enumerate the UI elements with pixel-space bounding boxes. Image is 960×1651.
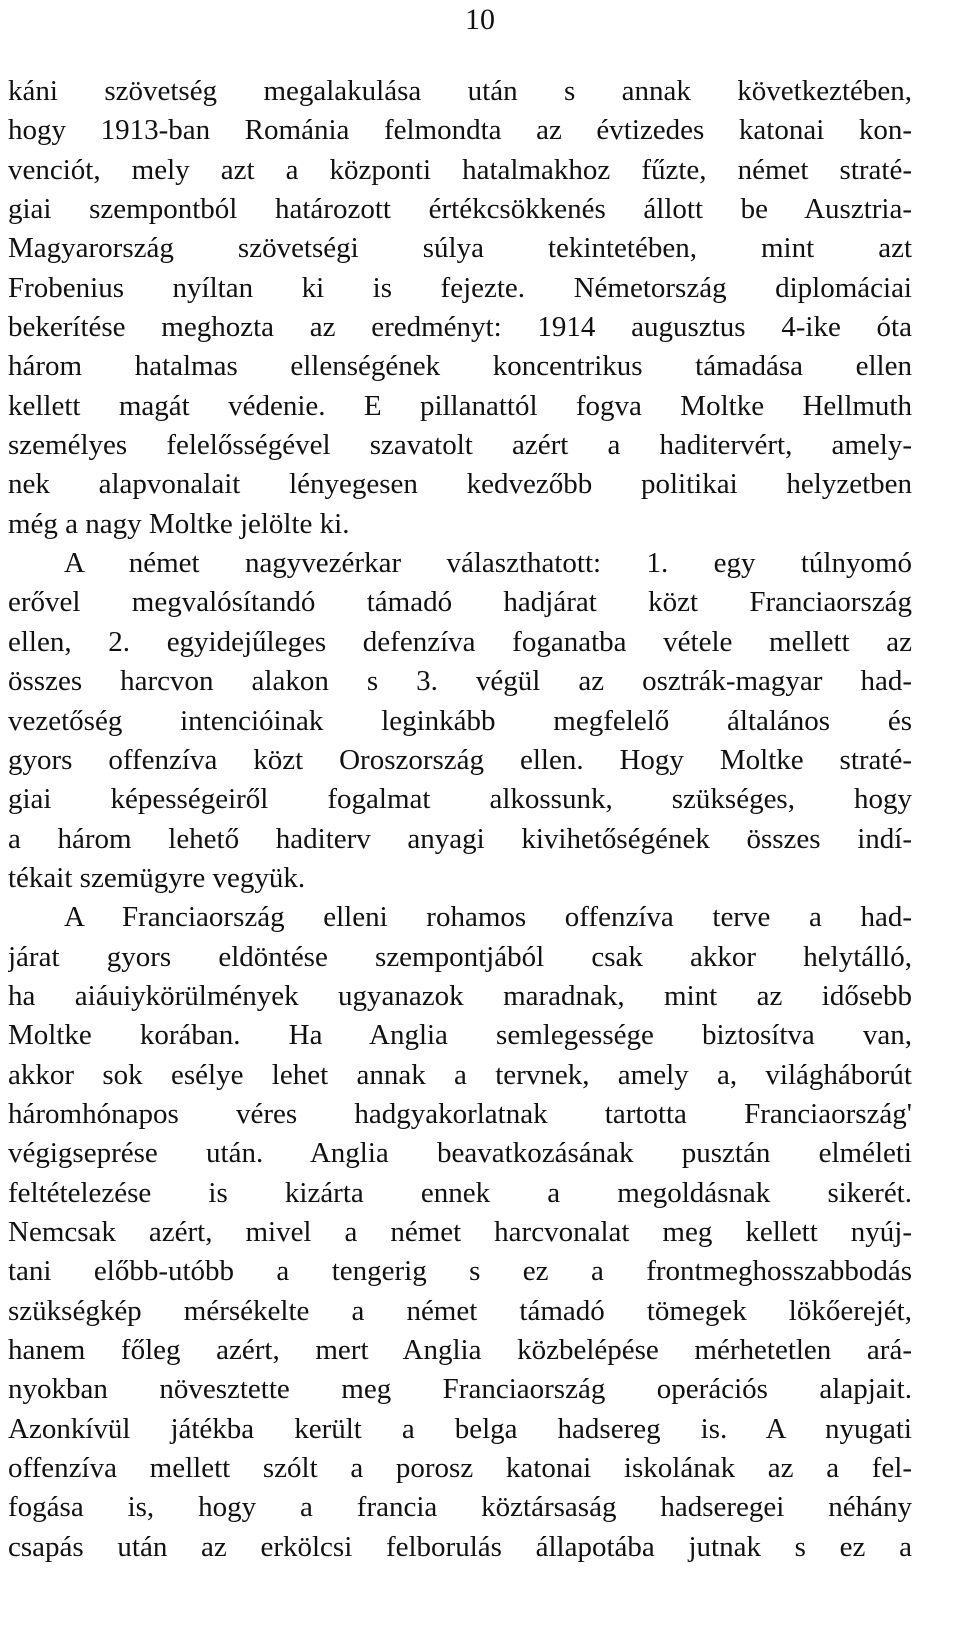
text-line: vezetőség intencióinak leginkább megfelelő általános és <box>8 704 912 737</box>
text-line: nyokban növesztette meg Franciaország operációs alapjait. <box>8 1373 912 1406</box>
text-line: járat gyors eldöntése szempontjából csak akkor helytálló, <box>8 940 912 973</box>
text-line: Azonkívül játékba került a belga hadsereg is. A nyugati <box>8 1412 912 1445</box>
text-line: még a nagy Moltke jelölte ki. <box>8 507 350 540</box>
text-line: feltételezése is kizárta ennek a megoldásnak sikerét. <box>8 1176 912 1209</box>
text-line: személyes felelősségével szavatolt azért a haditervért, amely- <box>8 429 912 462</box>
text-line: A Franciaország elleni rohamos offenzíva terve a had- <box>64 901 912 934</box>
text-line: Frobenius nyíltan ki is fejezte. Németország diplomáciai <box>8 271 912 304</box>
text-line: gyors offenzíva közt Oroszország ellen. Hogy Moltke straté- <box>8 743 912 776</box>
text-line: venciót, mely azt a központi hatalmakhoz fűzte, német straté- <box>8 153 912 186</box>
text-line: káni szövetség megalakulása után s annak következtében, <box>8 75 912 107</box>
text-line: bekerítése meghozta az eredményt: 1914 augusztus 4-ike óta <box>8 311 912 344</box>
text-line: szükségkép mérsékelte a német támadó tömegek lökőerejét, <box>8 1294 912 1327</box>
text-line: ha aiáuiykörülmények ugyanazok maradnak, mint az idősebb <box>8 979 912 1012</box>
text-line: a három lehető haditerv anyagi kivihetőségének összes indí- <box>8 822 912 855</box>
text-line: kellett magát védenie. E pillanattól fogva Moltke Hellmuth <box>8 389 912 422</box>
text-line: tani előbb-utóbb a tengerig s ez a frontmeghosszabbodás <box>8 1255 912 1288</box>
text-line: csapás után az erkölcsi felborulás állapotába jutnak s ez a <box>8 1530 912 1563</box>
text-line: ellen, 2. egyidejűleges defenzíva foganatba vétele mellett az <box>8 625 912 658</box>
text-line: Nemcsak azért, mivel a német harcvonalat meg kellett nyúj- <box>8 1215 912 1248</box>
text-line: erővel megvalósítandó támadó hadjárat közt Franciaország <box>8 586 912 619</box>
text-line: három hatalmas ellenségének koncentrikus támadása ellen <box>8 350 912 383</box>
text-line: giai képességeiről fogalmat alkossunk, szükséges, hogy <box>8 783 912 816</box>
text-line: fogása is, hogy a francia köztársaság hadseregei néhány <box>8 1491 912 1524</box>
page-number: 10 <box>465 3 495 36</box>
text-line: akkor sok esélye lehet annak a tervnek, amely a, világháborút <box>8 1058 912 1091</box>
text-line: nek alapvonalait lényegesen kedvezőbb politikai helyzetben <box>8 468 912 501</box>
text-line: háromhónapos véres hadgyakorlatnak tartotta Franciaország' <box>8 1097 912 1130</box>
text-line: A német nagyvezérkar választhatott: 1. egy túlnyomó <box>64 547 912 580</box>
text-line: összes harcvon alakon s 3. végül az osztrák-magyar had- <box>8 665 912 698</box>
body-text <box>8 72 912 1567</box>
text-line: hogy 1913-ban Románia felmondta az évtizedes katonai kon- <box>8 114 912 147</box>
text-line: Moltke korában. Ha Anglia semlegessége biztosítva van, <box>8 1019 912 1052</box>
text-line: offenzíva mellett szólt a porosz katonai iskolának az a fel- <box>8 1452 912 1485</box>
text-line: hanem főleg azért, mert Anglia közbelépése mérhetetlen ará- <box>8 1334 912 1366</box>
text-line: giai szempontból határozott értékcsökkenés állott be Ausztria- <box>8 193 912 226</box>
text-line: végigseprése után. Anglia beavatkozásának pusztán elméleti <box>8 1137 912 1170</box>
text-line: Magyarország szövetségi súlya tekintetében, mint azt <box>8 232 912 265</box>
text-line: tékait szemügyre vegyük. <box>8 861 306 894</box>
